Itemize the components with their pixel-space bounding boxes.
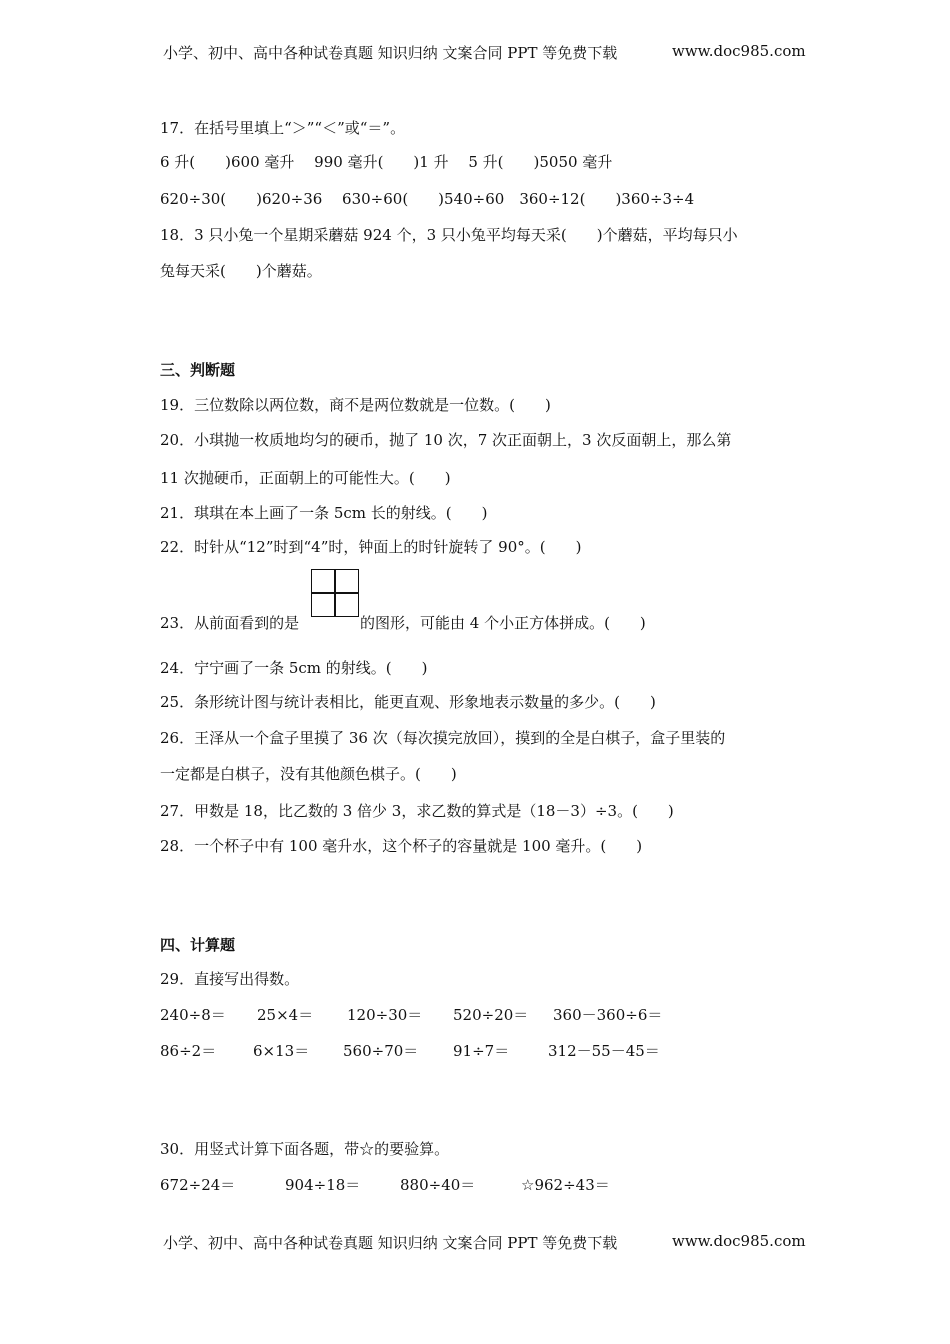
- footer-left-text: 小学、初中、高中各种试卷真题 知识归纳 文案合同 PPT 等免费下载: [163, 1234, 618, 1252]
- q29-r1-c1: 240÷8＝: [160, 1006, 226, 1024]
- q18-line1: 18．3 只小兔一个星期采蘑菇 924 个，3 只小兔平均每天采( )个蘑菇，平均每只小: [160, 226, 738, 244]
- q29-r1-c4: 520÷20＝: [453, 1006, 529, 1024]
- q26-line2: 一定都是白棋子，没有其他颜色棋子。( ): [160, 765, 457, 783]
- q29-r2-c2: 6×13＝: [253, 1042, 310, 1060]
- q26-line1: 26．王泽从一个盒子里摸了 36 次（每次摸完放回），摸到的全是白棋子，盒子里装的: [160, 729, 726, 747]
- q17-title: 17．在括号里填上“＞”“＜”或“＝”。: [160, 119, 406, 137]
- front-view-grid-figure: [311, 569, 359, 617]
- q23-after: 的图形，可能由 4 个小正方体拼成。( ): [360, 614, 646, 632]
- q30-c2: 904÷18＝: [285, 1176, 361, 1194]
- header-left-text: 小学、初中、高中各种试卷真题 知识归纳 文案合同 PPT 等免费下载: [163, 44, 618, 62]
- q24: 24．宁宁画了一条 5cm 的射线。( ): [160, 659, 428, 677]
- q18-line2: 兔每天采( )个蘑菇。: [160, 262, 322, 280]
- q19: 19．三位数除以两位数，商不是两位数就是一位数。( ): [160, 396, 551, 414]
- q20-line2: 11 次抛硬币，正面朝上的可能性大。( ): [160, 469, 451, 487]
- q22: 22．时针从“12”时到“4”时，钟面上的时针旋转了 90°。( ): [160, 538, 582, 556]
- q29-r1-c2: 25×4＝: [257, 1006, 314, 1024]
- q29-r2-c1: 86÷2＝: [160, 1042, 217, 1060]
- q30-c3: 880÷40＝: [400, 1176, 476, 1194]
- q29-title: 29．直接写出得数。: [160, 970, 300, 988]
- q30-title: 30．用竖式计算下面各题，带☆的要验算。: [160, 1140, 450, 1158]
- q29-r1-c5: 360－360÷6＝: [553, 1006, 663, 1024]
- q29-r2-c4: 91÷7＝: [453, 1042, 510, 1060]
- q30-c1: 672÷24＝: [160, 1176, 236, 1194]
- q17-row1: 6 升( )600 毫升 990 毫升( )1 升 5 升( )5050 毫升: [160, 153, 613, 171]
- q23-before: 23．从前面看到的是: [160, 614, 300, 632]
- section-3-heading: 三、判断题: [160, 361, 236, 379]
- q30-c4: ☆962÷43＝: [521, 1176, 610, 1194]
- header-url: www.doc985.com: [672, 42, 806, 60]
- q27: 27．甲数是 18，比乙数的 3 倍少 3，求乙数的算式是（18－3）÷3。( ): [160, 802, 674, 820]
- q29-r2-c3: 560÷70＝: [343, 1042, 419, 1060]
- q29-r1-c3: 120÷30＝: [347, 1006, 423, 1024]
- q17-row2: 620÷30( )620÷36 630÷60( )540÷60 360÷12( )360÷3÷4: [160, 190, 695, 208]
- q21: 21．琪琪在本上画了一条 5cm 长的射线。( ): [160, 504, 488, 522]
- section-4-heading: 四、计算题: [160, 936, 236, 954]
- q20-line1: 20．小琪抛一枚质地均匀的硬币，抛了 10 次，7 次正面朝上，3 次反面朝上，那么第: [160, 431, 732, 449]
- q28: 28．一个杯子中有 100 毫升水，这个杯子的容量就是 100 毫升。( ): [160, 837, 643, 855]
- q29-r2-c5: 312－55－45＝: [548, 1042, 660, 1060]
- footer-url: www.doc985.com: [672, 1232, 806, 1250]
- q25: 25．条形统计图与统计表相比，能更直观、形象地表示数量的多少。( ): [160, 693, 656, 711]
